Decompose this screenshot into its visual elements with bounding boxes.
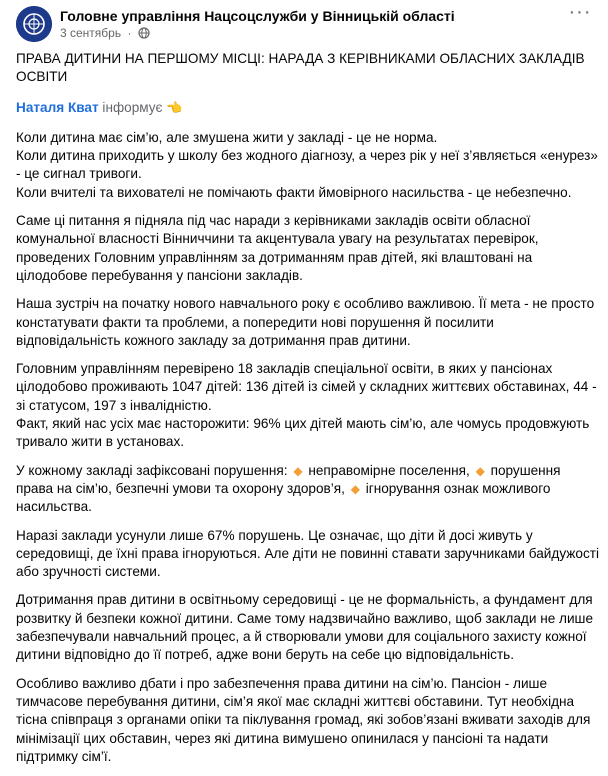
paragraph-3: Наша зустріч на початку нового навчального року є особливо важливою. Її мета - не просто констатувати факти та проблеми, а попередити нові порушення й посилити відповідальність кожного закладу за дотримання прав дитини.: [16, 296, 595, 348]
orange-diamond-icon: ◆: [293, 463, 303, 478]
paragraph-7: Дотримання прав дитини в освітньому середовищі - це не формальність, а фундамент для розвитку й безпеки кожної дитини. Саме тому надзвичайно важливо, щоб заклади не лише забезпечували навчальний процес, а й створювали умови для соціального захисту кожної дитини відповідно до її потреб, адже вони беруть на себе цю відповідальність.: [16, 592, 594, 663]
page-name-link[interactable]: Головне управління Нацсоцслужби у Вінницькій області: [60, 8, 455, 24]
page-logo-icon: [16, 6, 52, 42]
orange-diamond-icon: ◆: [475, 463, 485, 478]
post-content: [16, 50, 600, 776]
more-horizontal-icon: ···: [568, 1, 592, 23]
post-title: ПРАВА ДИТИНИ НА ПЕРШОМУ МІСЦІ: НАРАДА З КЕРІВНИКАМИ ОБЛАСНИХ ЗАКЛАДІВ ОСВІТИ: [16, 51, 585, 85]
author-link[interactable]: Наталя Кват: [16, 99, 99, 115]
paragraph-1: [16, 129, 600, 202]
meta-separator: ·: [127, 26, 132, 40]
paragraph-1-line-1: Коли дитина має сім’ю, але змушена жити у закладі - це не норма.: [16, 129, 438, 145]
paragraph-4-line-2: Факт, який нас усіх має насторожити: 96% цих дітей мають сім’ю, але чомусь продовжують тривало жити в установах.: [16, 416, 590, 450]
violation-item: ігнорування ознак можливого насильства.: [16, 480, 551, 515]
author-line: [16, 99, 600, 117]
orange-diamond-icon: ◆: [350, 481, 360, 496]
paragraph-2: Саме ці питання я підняла під час наради з керівниками закладів освіти обласної комунальної власності Вінниччини та акцентувала увагу на результатах перевірок, проведених Головним управлінням за дотриманням прав дітей, які влаштовані на цілодобове перебування у пансіони закладів.: [16, 213, 539, 283]
paragraph-5: [16, 462, 600, 517]
informs-text: інформує: [102, 99, 163, 115]
paragraph-1-line-3: Коли вчителі та вихователі не помічають факти ймовірного насильства - це небезпечно.: [16, 184, 572, 200]
more-options-button[interactable]: [568, 1, 592, 26]
post-header: [16, 1, 596, 42]
pointing-hand-icon: 👈: [166, 99, 183, 115]
paragraph-1-line-2: Коли дитина приходить у школу без жодного діагнозу, а через рік у неї з’являється «енурез» - це сигнал тривоги.: [16, 148, 598, 182]
globe-icon[interactable]: [138, 27, 150, 42]
paragraph-4: [16, 360, 600, 451]
violation-item: неправомірне поселення,: [308, 462, 470, 478]
paragraph-8: Особливо важливо дбати і про забезпечення права дитини на сім’ю. Пансіон - лише тимчасове перебування дитини, сім’я якої має складні життєві обставини. Тут необхідна тісна співпраця з органами опіки та піклування громад, які зобов’язані вживати заходів для мінімізації цих обставин, через які дитина вимушено опинилася у пансіоні та надати підтримку сім’ї.: [16, 675, 591, 764]
violation-item: порушення права на сім’ю, безпечні умови та охорону здоров’я,: [16, 462, 561, 496]
paragraph-6: Наразі заклади усунули лише 67% порушень. Це означає, що діти й досі живуть у середовищі, де їхні права ігноруються. Але діти не повинні ставати заручниками байдужості або зручності системи.: [16, 527, 599, 580]
page-avatar[interactable]: [16, 6, 52, 42]
post-meta: [60, 26, 150, 42]
violations-intro: У кожному закладі зафіксовані порушення:: [16, 462, 288, 478]
paragraph-4-line-1: Головним управлінням перевірено 18 закладів спеціальної освіти, в яких у пансіонах цілодобово проживають 1047 дітей: 136 дітей із сімей у складних життєвих обставинах, 44 - зі статусом, 197 з інвалідністю.: [16, 361, 597, 413]
post-date-link[interactable]: 3 сентябрь: [60, 26, 122, 40]
